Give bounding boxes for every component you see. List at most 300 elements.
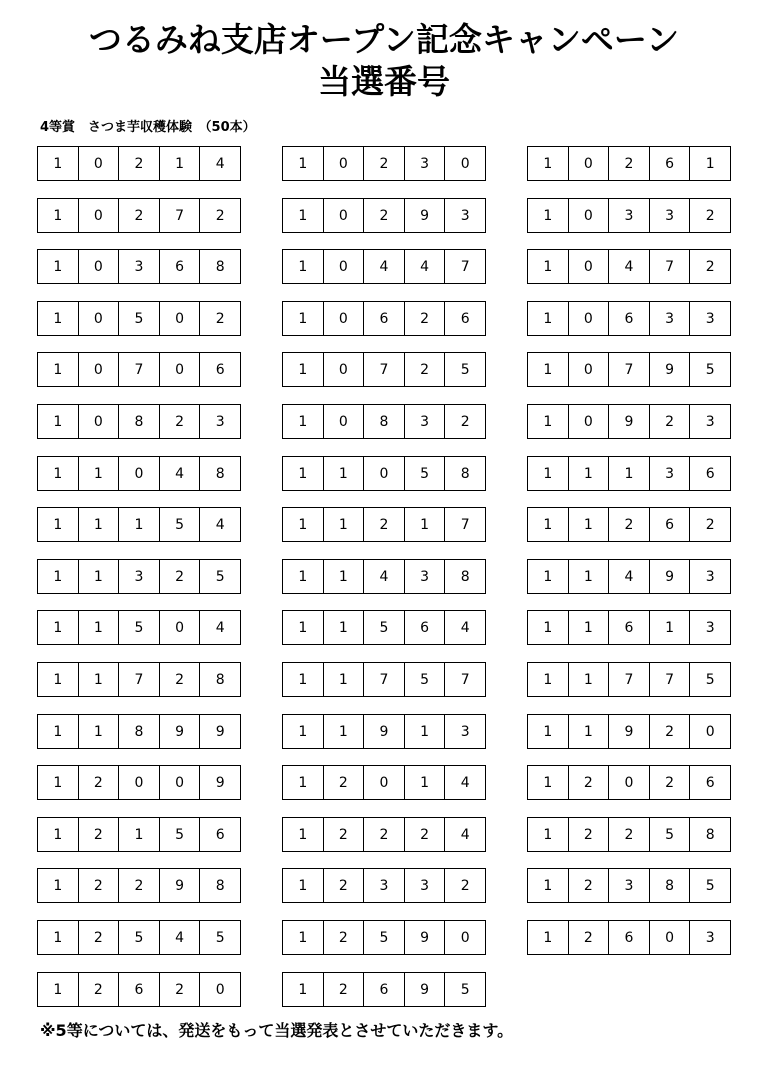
ticket-digit: 1	[53, 981, 63, 998]
ticket-digit: 6	[404, 611, 445, 644]
ticket-digit: 9	[649, 353, 690, 386]
winning-number-ticket	[282, 920, 486, 955]
ticket-digit: 1	[53, 929, 63, 946]
ticket-digit: 1	[568, 611, 609, 644]
ticket-digit: 5	[444, 353, 485, 386]
ticket-digit: 1	[608, 457, 649, 490]
ticket-digit: 1	[53, 877, 63, 894]
winning-number-ticket	[527, 817, 731, 852]
ticket-digit: 1	[323, 611, 364, 644]
ticket-digit: 0	[159, 302, 200, 335]
ticket-digit: 1	[53, 465, 63, 482]
ticket-digit: 3	[444, 199, 485, 232]
winning-number-ticket	[282, 198, 486, 233]
winning-number-ticket	[282, 352, 486, 387]
winning-number-ticket	[282, 714, 486, 749]
winning-number-ticket	[527, 146, 731, 181]
winning-number-ticket	[527, 662, 731, 697]
ticket-digit: 2	[404, 818, 445, 851]
winning-number-ticket	[527, 301, 731, 336]
ticket-digit: 1	[118, 508, 159, 541]
winning-number-ticket	[282, 817, 486, 852]
winning-number-ticket	[527, 456, 731, 491]
ticket-digit: 1	[543, 413, 553, 430]
ticket-digit: 1	[298, 671, 308, 688]
ticket-digit: 1	[298, 929, 308, 946]
ticket-digit: 2	[323, 973, 364, 1006]
ticket-digit: 2	[323, 818, 364, 851]
ticket-digit: 7	[363, 663, 404, 696]
ticket-digit: 1	[159, 147, 200, 180]
ticket-digit: 1	[543, 361, 553, 378]
winning-number-ticket	[527, 198, 731, 233]
ticket-digit: 7	[444, 663, 485, 696]
ticket-digit: 6	[649, 147, 690, 180]
ticket-digit: 0	[78, 199, 119, 232]
prize-heading: 4等賞 さつま芋収穫体験 （50本）	[40, 120, 256, 135]
ticket-digit: 2	[608, 147, 649, 180]
ticket-digit: 2	[649, 766, 690, 799]
ticket-digit: 2	[159, 560, 200, 593]
ticket-digit: 9	[608, 405, 649, 438]
ticket-digit: 0	[444, 147, 485, 180]
ticket-digit: 0	[78, 147, 119, 180]
ticket-digit: 2	[689, 508, 730, 541]
winning-number-ticket	[527, 559, 731, 594]
ticket-digit: 1	[543, 155, 553, 172]
ticket-digit: 4	[608, 560, 649, 593]
winning-number-ticket	[37, 972, 241, 1007]
ticket-digit: 5	[118, 302, 159, 335]
ticket-digit: 2	[323, 766, 364, 799]
ticket-digit: 2	[78, 869, 119, 902]
ticket-digit: 6	[159, 250, 200, 283]
ticket-digit: 1	[53, 361, 63, 378]
ticket-digit: 5	[689, 663, 730, 696]
ticket-digit: 1	[53, 774, 63, 791]
winning-number-ticket	[282, 456, 486, 491]
ticket-digit: 0	[78, 302, 119, 335]
ticket-digit: 4	[444, 611, 485, 644]
ticket-digit: 2	[649, 405, 690, 438]
winning-number-ticket	[37, 404, 241, 439]
ticket-digit: 3	[404, 405, 445, 438]
ticket-digit: 2	[363, 508, 404, 541]
ticket-digit: 9	[404, 973, 445, 1006]
ticket-digit: 6	[199, 353, 240, 386]
ticket-digit: 1	[568, 457, 609, 490]
ticket-digit: 4	[363, 560, 404, 593]
ticket-digit: 6	[444, 302, 485, 335]
ticket-digit: 6	[608, 302, 649, 335]
ticket-digit: 8	[199, 663, 240, 696]
ticket-digit: 4	[444, 766, 485, 799]
ticket-digit: 5	[689, 869, 730, 902]
ticket-digit: 1	[543, 619, 553, 636]
ticket-digit: 1	[543, 929, 553, 946]
ticket-digit: 1	[53, 258, 63, 275]
ticket-digit: 3	[608, 869, 649, 902]
ticket-digit: 4	[444, 818, 485, 851]
ticket-digit: 3	[363, 869, 404, 902]
ticket-digit: 0	[363, 457, 404, 490]
ticket-digit: 8	[199, 457, 240, 490]
ticket-digit: 0	[363, 766, 404, 799]
ticket-digit: 3	[649, 457, 690, 490]
ticket-digit: 3	[689, 560, 730, 593]
winning-number-ticket	[527, 249, 731, 284]
ticket-digit: 2	[78, 818, 119, 851]
winning-number-ticket	[282, 972, 486, 1007]
ticket-digit: 2	[649, 715, 690, 748]
ticket-digit: 2	[568, 766, 609, 799]
ticket-digit: 3	[444, 715, 485, 748]
ticket-digit: 5	[404, 663, 445, 696]
ticket-digit: 3	[689, 302, 730, 335]
ticket-digit: 1	[404, 766, 445, 799]
ticket-digit: 1	[689, 147, 730, 180]
ticket-digit: 1	[298, 619, 308, 636]
ticket-digit: 1	[78, 560, 119, 593]
ticket-digit: 1	[298, 207, 308, 224]
ticket-digit: 2	[78, 921, 119, 954]
ticket-digit: 0	[323, 199, 364, 232]
winning-number-ticket	[37, 714, 241, 749]
winning-number-ticket	[527, 765, 731, 800]
ticket-digit: 7	[118, 353, 159, 386]
winning-number-ticket	[282, 404, 486, 439]
winning-number-ticket	[282, 301, 486, 336]
ticket-digit: 8	[118, 405, 159, 438]
ticket-digit: 5	[159, 818, 200, 851]
winning-number-ticket	[37, 198, 241, 233]
ticket-digit: 3	[689, 611, 730, 644]
ticket-digit: 5	[363, 921, 404, 954]
ticket-digit: 1	[53, 207, 63, 224]
ticket-digit: 1	[298, 516, 308, 533]
ticket-digit: 5	[118, 611, 159, 644]
ticket-digit: 4	[199, 611, 240, 644]
winning-number-ticket	[527, 507, 731, 542]
ticket-digit: 6	[363, 302, 404, 335]
winning-number-ticket	[37, 765, 241, 800]
ticket-digit: 4	[159, 921, 200, 954]
ticket-digit: 0	[159, 353, 200, 386]
ticket-digit: 1	[323, 457, 364, 490]
ticket-digit: 8	[649, 869, 690, 902]
ticket-digit: 4	[199, 508, 240, 541]
ticket-digit: 2	[363, 818, 404, 851]
ticket-digit: 4	[199, 147, 240, 180]
ticket-digit: 1	[298, 723, 308, 740]
ticket-digit: 1	[323, 560, 364, 593]
ticket-digit: 7	[649, 663, 690, 696]
ticket-digit: 2	[568, 818, 609, 851]
winning-number-ticket	[37, 146, 241, 181]
ticket-digit: 5	[363, 611, 404, 644]
winning-number-ticket	[37, 249, 241, 284]
ticket-digit: 8	[363, 405, 404, 438]
ticket-digit: 0	[78, 405, 119, 438]
winning-number-ticket	[527, 610, 731, 645]
ticket-digit: 8	[199, 250, 240, 283]
ticket-digit: 0	[689, 715, 730, 748]
ticket-digit: 8	[444, 560, 485, 593]
ticket-digit: 1	[298, 310, 308, 327]
winning-number-ticket	[282, 559, 486, 594]
ticket-digit: 2	[608, 508, 649, 541]
ticket-digit: 2	[323, 869, 364, 902]
ticket-digit: 9	[159, 715, 200, 748]
ticket-digit: 2	[568, 921, 609, 954]
ticket-digit: 2	[199, 199, 240, 232]
ticket-digit: 4	[159, 457, 200, 490]
winning-number-ticket	[37, 559, 241, 594]
ticket-digit: 5	[199, 560, 240, 593]
ticket-digit: 1	[404, 508, 445, 541]
ticket-digit: 9	[199, 715, 240, 748]
ticket-digit: 0	[608, 766, 649, 799]
ticket-digit: 1	[543, 671, 553, 688]
ticket-digit: 5	[689, 353, 730, 386]
ticket-digit: 1	[323, 508, 364, 541]
ticket-digit: 1	[298, 465, 308, 482]
ticket-digit: 1	[78, 611, 119, 644]
ticket-digit: 1	[53, 723, 63, 740]
ticket-digit: 1	[53, 155, 63, 172]
ticket-digit: 0	[78, 353, 119, 386]
ticket-digit: 4	[363, 250, 404, 283]
ticket-digit: 1	[568, 663, 609, 696]
ticket-digit: 0	[118, 766, 159, 799]
winning-number-ticket	[37, 662, 241, 697]
ticket-digit: 2	[689, 199, 730, 232]
ticket-digit: 1	[298, 361, 308, 378]
ticket-digit: 9	[404, 199, 445, 232]
ticket-digit: 6	[689, 457, 730, 490]
winning-number-ticket	[527, 920, 731, 955]
ticket-digit: 2	[78, 766, 119, 799]
ticket-digit: 1	[298, 981, 308, 998]
winning-number-ticket	[37, 352, 241, 387]
ticket-digit: 1	[298, 258, 308, 275]
winning-number-ticket	[282, 765, 486, 800]
ticket-digit: 2	[118, 147, 159, 180]
page-title: つるみね支店オープン記念キャンペーン	[88, 20, 680, 59]
winning-number-ticket	[37, 817, 241, 852]
ticket-digit: 0	[568, 405, 609, 438]
ticket-digit: 1	[543, 516, 553, 533]
ticket-digit: 2	[444, 869, 485, 902]
winning-number-ticket	[37, 868, 241, 903]
ticket-digit: 1	[543, 774, 553, 791]
ticket-digit: 0	[568, 250, 609, 283]
ticket-digit: 0	[568, 353, 609, 386]
winning-number-ticket	[282, 868, 486, 903]
page-subtitle: 当選番号	[318, 62, 450, 101]
ticket-digit: 3	[404, 869, 445, 902]
ticket-digit: 2	[404, 353, 445, 386]
ticket-digit: 7	[608, 353, 649, 386]
ticket-digit: 1	[404, 715, 445, 748]
ticket-digit: 1	[78, 663, 119, 696]
ticket-digit: 1	[543, 877, 553, 894]
winning-number-ticket	[37, 301, 241, 336]
ticket-digit: 1	[543, 465, 553, 482]
ticket-digit: 3	[608, 199, 649, 232]
ticket-digit: 1	[118, 818, 159, 851]
winning-number-ticket	[527, 404, 731, 439]
ticket-digit: 2	[118, 869, 159, 902]
ticket-digit: 1	[649, 611, 690, 644]
ticket-digit: 1	[568, 508, 609, 541]
ticket-digit: 9	[608, 715, 649, 748]
ticket-digit: 7	[363, 353, 404, 386]
ticket-digit: 1	[543, 723, 553, 740]
winning-number-ticket	[282, 610, 486, 645]
winning-number-ticket	[37, 456, 241, 491]
ticket-digit: 6	[649, 508, 690, 541]
ticket-digit: 1	[298, 568, 308, 585]
ticket-digit: 3	[689, 405, 730, 438]
winning-number-ticket	[527, 868, 731, 903]
ticket-digit: 1	[543, 207, 553, 224]
ticket-digit: 0	[444, 921, 485, 954]
ticket-digit: 2	[568, 869, 609, 902]
ticket-digit: 0	[323, 147, 364, 180]
ticket-digit: 9	[199, 766, 240, 799]
ticket-digit: 4	[608, 250, 649, 283]
ticket-digit: 5	[199, 921, 240, 954]
ticket-digit: 1	[298, 774, 308, 791]
ticket-digit: 3	[649, 302, 690, 335]
ticket-digit: 0	[649, 921, 690, 954]
ticket-digit: 6	[689, 766, 730, 799]
ticket-digit: 1	[543, 310, 553, 327]
ticket-digit: 0	[159, 766, 200, 799]
ticket-digit: 8	[689, 818, 730, 851]
ticket-digit: 2	[118, 199, 159, 232]
ticket-digit: 1	[53, 413, 63, 430]
ticket-digit: 6	[363, 973, 404, 1006]
ticket-digit: 1	[298, 155, 308, 172]
winning-number-ticket	[37, 920, 241, 955]
ticket-digit: 7	[444, 250, 485, 283]
ticket-digit: 2	[199, 302, 240, 335]
ticket-digit: 3	[199, 405, 240, 438]
ticket-digit: 1	[543, 826, 553, 843]
ticket-digit: 7	[118, 663, 159, 696]
ticket-digit: 0	[568, 199, 609, 232]
ticket-digit: 3	[118, 250, 159, 283]
ticket-digit: 1	[53, 310, 63, 327]
ticket-digit: 1	[53, 826, 63, 843]
ticket-digit: 0	[323, 250, 364, 283]
ticket-digit: 7	[444, 508, 485, 541]
winning-number-ticket	[282, 249, 486, 284]
ticket-digit: 4	[404, 250, 445, 283]
ticket-digit: 1	[78, 457, 119, 490]
ticket-digit: 1	[53, 619, 63, 636]
ticket-digit: 1	[543, 568, 553, 585]
ticket-digit: 6	[118, 973, 159, 1006]
ticket-digit: 3	[404, 560, 445, 593]
ticket-digit: 1	[53, 516, 63, 533]
ticket-digit: 3	[404, 147, 445, 180]
ticket-digit: 1	[323, 663, 364, 696]
ticket-digit: 9	[404, 921, 445, 954]
ticket-digit: 2	[363, 199, 404, 232]
ticket-digit: 8	[199, 869, 240, 902]
ticket-digit: 7	[608, 663, 649, 696]
ticket-digit: 5	[649, 818, 690, 851]
ticket-digit: 3	[689, 921, 730, 954]
ticket-digit: 0	[323, 302, 364, 335]
winning-number-ticket	[282, 507, 486, 542]
ticket-digit: 3	[118, 560, 159, 593]
ticket-digit: 7	[649, 250, 690, 283]
ticket-digit: 2	[404, 302, 445, 335]
ticket-digit: 1	[298, 877, 308, 894]
ticket-digit: 2	[323, 921, 364, 954]
ticket-digit: 1	[323, 715, 364, 748]
ticket-digit: 1	[53, 568, 63, 585]
winning-number-ticket	[527, 714, 731, 749]
ticket-digit: 1	[298, 826, 308, 843]
ticket-digit: 3	[649, 199, 690, 232]
winning-number-ticket	[282, 146, 486, 181]
ticket-digit: 0	[159, 611, 200, 644]
ticket-digit: 1	[78, 715, 119, 748]
ticket-digit: 5	[444, 973, 485, 1006]
ticket-digit: 2	[159, 973, 200, 1006]
ticket-digit: 2	[159, 663, 200, 696]
ticket-digit: 0	[199, 973, 240, 1006]
ticket-digit: 1	[53, 671, 63, 688]
winning-number-ticket	[527, 352, 731, 387]
ticket-digit: 1	[298, 413, 308, 430]
ticket-digit: 0	[568, 147, 609, 180]
winning-number-ticket	[282, 662, 486, 697]
ticket-digit: 0	[568, 302, 609, 335]
ticket-digit: 2	[689, 250, 730, 283]
winning-number-ticket	[37, 507, 241, 542]
ticket-digit: 9	[649, 560, 690, 593]
ticket-digit: 9	[363, 715, 404, 748]
ticket-digit: 9	[159, 869, 200, 902]
ticket-digit: 1	[543, 258, 553, 275]
footnote: ※5等については、発送をもって当選発表とさせていただきます。	[40, 1021, 514, 1040]
ticket-digit: 0	[323, 405, 364, 438]
ticket-digit: 5	[118, 921, 159, 954]
ticket-digit: 7	[159, 199, 200, 232]
ticket-digit: 2	[608, 818, 649, 851]
ticket-digit: 6	[608, 921, 649, 954]
ticket-digit: 6	[608, 611, 649, 644]
ticket-digit: 2	[444, 405, 485, 438]
ticket-digit: 1	[568, 560, 609, 593]
ticket-digit: 0	[118, 457, 159, 490]
ticket-digit: 0	[78, 250, 119, 283]
ticket-digit: 6	[199, 818, 240, 851]
ticket-digit: 5	[404, 457, 445, 490]
ticket-digit: 8	[444, 457, 485, 490]
ticket-digit: 8	[118, 715, 159, 748]
ticket-digit: 5	[159, 508, 200, 541]
ticket-digit: 0	[323, 353, 364, 386]
ticket-digit: 2	[363, 147, 404, 180]
ticket-digit: 1	[568, 715, 609, 748]
